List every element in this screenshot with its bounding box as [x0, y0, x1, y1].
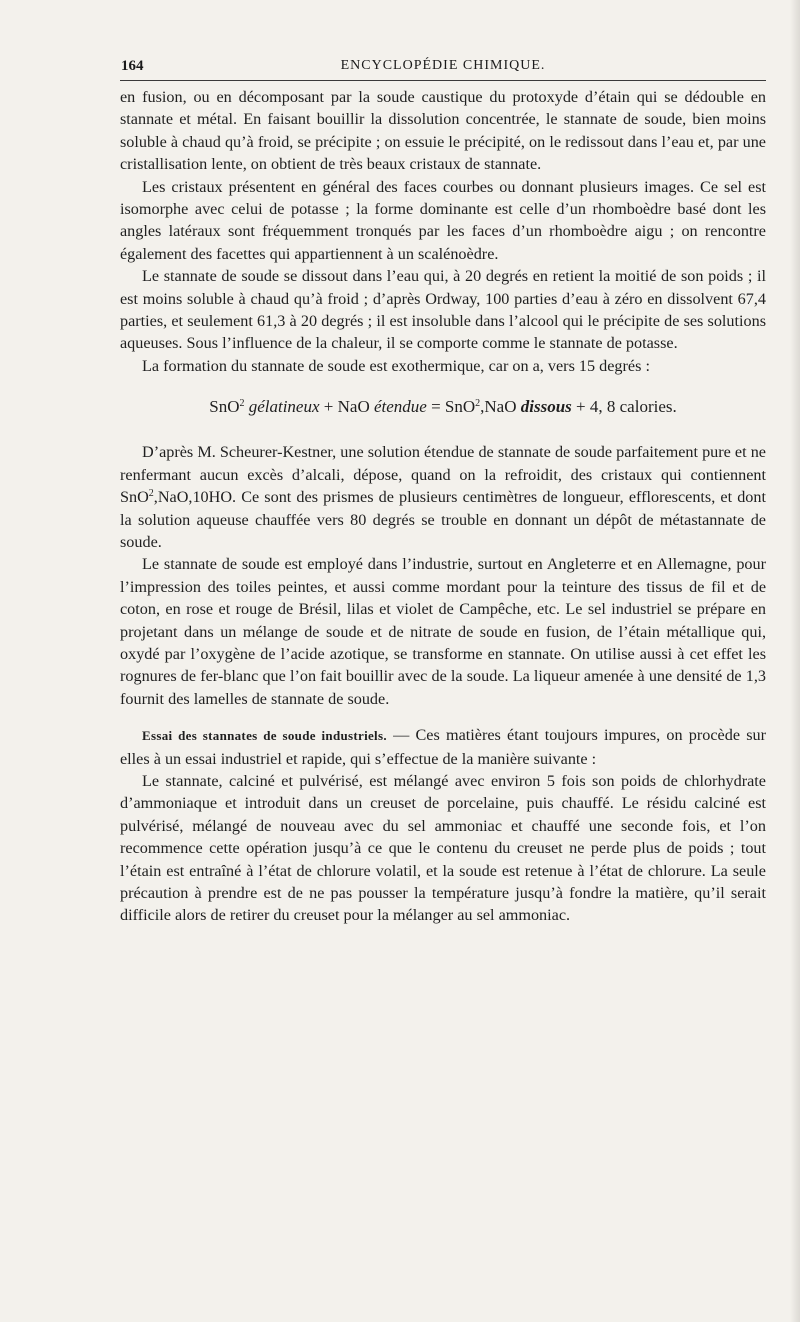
formula-exponent: 2	[148, 488, 154, 500]
page-edge-shadow	[790, 0, 800, 1322]
body-text	[120, 86, 766, 927]
running-title: ENCYCLOPÉDIE CHIMIQUE.	[340, 58, 546, 73]
section-title: Essai des stannates de soude industriels.	[142, 728, 387, 744]
section-intro: — Ces matières étant toujours impures, on procède sur elles à un essai industriel et rapide, qui s’effectue de la manière suivante :	[120, 726, 766, 768]
section-gap	[120, 710, 766, 724]
paragraph-text: ,NaO,10HO. Ce sont des prismes de plusieurs centimètres de longueur, efflorescents, et dont la solution aqueuse chauffée vers 80 degrés se trouble en donnant un dépôt de métastannate de soude.	[120, 488, 766, 551]
paragraph-solubility: Le stannate de soude se dissout dans l’eau qui, à 20 degrés en retient la moitié de son poids ; il est moins soluble à chaud qu’à froid ; d’après Ordway, 100 parties d’eau à zéro en dissolvent 67,4 parties, et seulement 61,3 à 20 degrés ; il est insoluble dans l’alcool qui le précipite de ses solutions aqueuses. Sous l’influence de la chaleur, il se comporte comme le stannate de potasse.	[120, 267, 766, 353]
page-number: 164	[121, 58, 144, 74]
paragraph-scheurer-kestner	[120, 441, 766, 553]
equation-state: dissous	[520, 397, 572, 417]
equation-state: étendue	[373, 397, 427, 417]
thermochemical-equation	[120, 395, 766, 419]
equation-term: = SnO	[426, 397, 476, 417]
paragraph-formation: La formation du stannate de soude est exothermique, car on a, vers 15 degrés :	[142, 356, 650, 375]
paragraph-text: D’après M. Scheurer-Kestner, une solution étendue de stannate de soude parfaitement pure et ne renfermant aucun excès d’alcali, dépose, quand on la refroidit, des cristaux qui contiennent SnO	[120, 443, 766, 507]
equation-exponent: 2	[475, 398, 481, 410]
paragraph-crystals: Les cristaux présentent en général des faces courbes ou donnant plusieurs images. Ce sel est isomorphe avec celui de potasse ; la forme dominante est celle d’un rhomboèdre basé dont les angles latéraux sont fréquemment tronqués par les faces d’un rhomboèdre aigu ; on rencontre également des facettes qui appartiennent à un scalénoèdre.	[120, 177, 766, 263]
paragraph-industry: Le stannate de soude est employé dans l’industrie, surtout en Angleterre et en Allemagne, pour l’impression des toiles peintes, et aussi comme mordant pour la teinture des tissus de fil et de coton, en rose et rouge de Brésil, lilas et violet de Campêche, etc. Le sel industriel se prépare en projetant dans un mélange de soude et de nitrate de soude en fusion, de l’étain métallique qui, oxydé par l’oxygène de l’acide azotique, se transforme en stannate. On utilise aussi à cet effet les rognures de fer-blanc que l’on fait bouillir avec de la soude. La liqueur amenée à une densité de 1,3 fournit des lamelles de stannate de soude.	[120, 555, 766, 708]
equation-state: gélatineux	[244, 397, 320, 417]
page-header	[118, 58, 768, 80]
section-essai	[120, 724, 766, 770]
equation-term: SnO	[209, 397, 240, 417]
header-rule	[120, 80, 766, 81]
equation-term: + NaO	[319, 397, 374, 417]
paragraph-procedure: Le stannate, calciné et pulvérisé, est mélangé avec environ 5 fois son poids de chlorhydrate d’ammoniaque et introduit dans un creuset de porcelaine, puis chauffé. Le résidu calciné est pulvérisé, mélangé de nouveau avec du sel ammoniac et chauffé une seconde fois, et l’on recommence cette opération jusqu’à ce que le contenu du creuset ne perde plus de poids ; tout l’étain est entraîné à l’état de chlorure volatil, et la soude est retenue à l’état de chlorure. La seule précaution à prendre est de ne pas pousser la température jusqu’à fondre la matière, qu’il serait difficile alors de retirer du creuset pour la mélanger au sel ammoniac.	[120, 771, 766, 925]
equation-term: ,NaO	[480, 397, 521, 417]
paragraph-continuation: en fusion, ou en décomposant par la soude caustique du protoxyde d’étain qui se dédouble en stannate et métal. En faisant bouillir la dissolution concentrée, le stannate de soude, bien moins soluble à chaud qu’à froid, se précipite ; on essuie le précipité, on le redissout dans l’eau et, par une cristallisation lente, on obtient de très beaux cristaux de stannate.	[120, 88, 766, 174]
equation-result: + 4, 8 calories.	[571, 397, 677, 417]
equation-exponent: 2	[239, 398, 245, 410]
